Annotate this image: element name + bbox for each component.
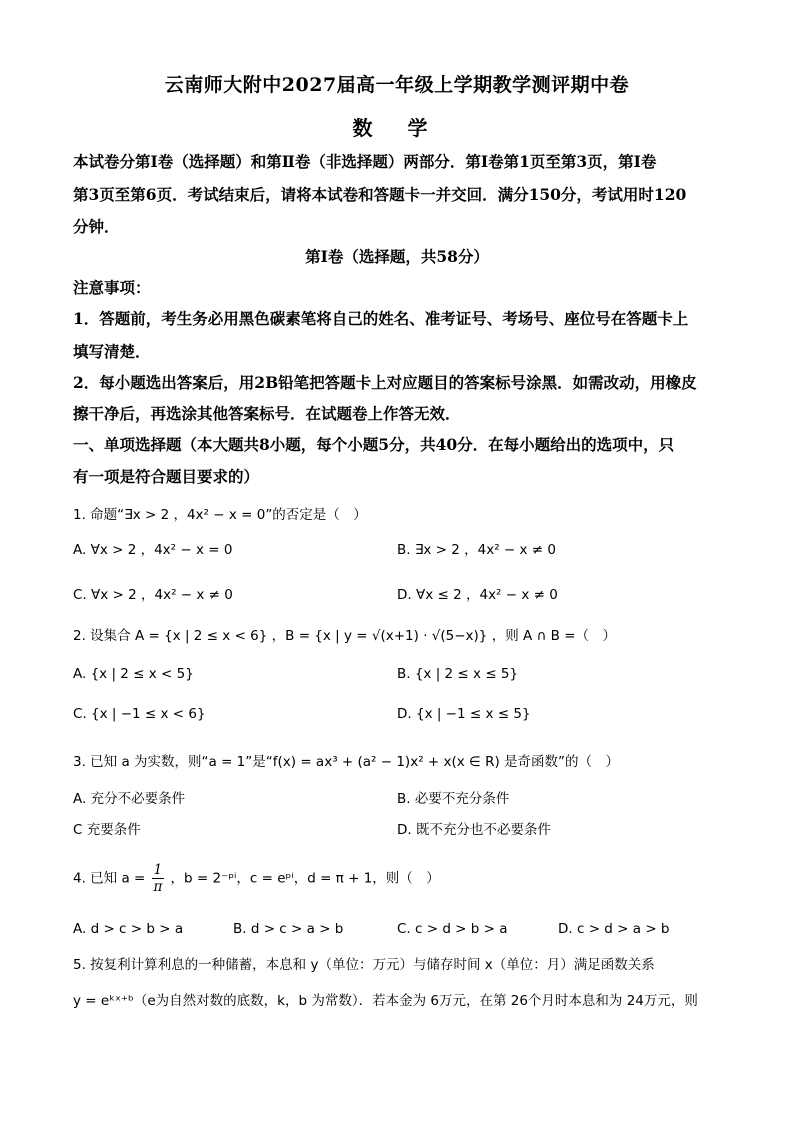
question-4-stem-suffix: ，b = 2⁻ᵖⁱ，c = eᵖⁱ，d = π + 1，则（ ） — [170, 870, 440, 887]
question-4-option-d: D. c > d > a > b — [558, 921, 670, 937]
part1-heading-line-1: 一、单项选择题（本大题共8小题，每个小题5分，共40分．在每小题给出的选项中，只 — [73, 435, 675, 454]
question-4-fraction — [152, 862, 165, 895]
question-2-option-d: D. {x | −1 ≤ x ≤ 5} — [397, 706, 531, 722]
notice-item-2-line-1: 2．每小题选出答案后，用2B铅笔把答题卡上对应题目的答案标号涂黑．如需改动，用橡皮 — [73, 373, 697, 392]
question-1-option-c: C. ∀x > 2 ，4x² − x ≠ 0 — [73, 587, 233, 603]
question-1-stem: 1. 命题“∃x > 2 ，4x² − x = 0”的否定是（ ） — [73, 507, 367, 523]
question-3-option-a: A. 充分不必要条件 — [73, 791, 186, 807]
subject-title: 数 学 — [352, 116, 442, 140]
question-3-option-c: C 充要条件 — [73, 822, 141, 838]
question-2-option-c: C. {x | −1 ≤ x < 6} — [73, 706, 206, 722]
question-2-option-b: B. {x | 2 ≤ x ≤ 5} — [397, 666, 519, 682]
intro-line-1: 本试卷分第Ⅰ卷（选择题）和第Ⅱ卷（非选择题）两部分．第Ⅰ卷第1页至第3页，第Ⅰ卷 — [73, 152, 657, 171]
question-2-option-a: A. {x | 2 ≤ x < 5} — [73, 666, 194, 682]
notice-item-1-line-1: 1．答题前，考生务必用黑色碳素笔将自己的姓名、准考证号、考场号、座位号在答题卡上 — [73, 309, 689, 328]
question-4-fraction-numerator: 1 — [153, 862, 163, 878]
notice-heading: 注意事项： — [73, 278, 151, 297]
question-3-option-b: B. 必要不充分条件 — [397, 791, 510, 807]
question-2-stem: 2. 设集合 A = {x | 2 ≤ x < 6} ，B = {x | y = √(x+1) · √(5−x)} ，则 A ∩ B =（ ） — [73, 628, 617, 644]
question-4-option-a: A. d > c > b > a — [73, 921, 184, 937]
exam-title: 云南师大附中2027届高一年级上学期教学测评期中卷 — [164, 74, 630, 96]
question-1-option-d: D. ∀x ≤ 2 ，4x² − x ≠ 0 — [397, 587, 558, 603]
question-1-option-b: B. ∃x > 2 ，4x² − x ≠ 0 — [397, 542, 556, 558]
notice-item-1-line-2: 填写清楚． — [73, 342, 151, 361]
question-5-line-1: 5. 按复利计算利息的一种储蓄，本息和 y（单位：万元）与储存时间 x（单位：月）满足函数关系 — [73, 957, 655, 973]
intro-line-3: 分钟． — [73, 217, 120, 236]
question-5-line-2: y = eᵏˣ⁺ᵇ（e为自然对数的底数，k，b 为常数）．若本金为 6万元，在第 26个月时本息和为 24万元，则 — [73, 993, 698, 1009]
question-1-option-a: A. ∀x > 2 ，4x² − x = 0 — [73, 542, 233, 558]
question-3-stem: 3. 已知 a 为实数，则“a = 1”是“f(x) = ax³ + (a² − 1)x² + x(x ∈ R) 是奇函数”的（ ） — [73, 754, 620, 770]
question-4-stem-prefix: 4. 已知 a = — [73, 870, 146, 887]
notice-item-2-line-2: 擦干净后，再选涂其他答案标号．在试题卷上作答无效． — [73, 404, 461, 423]
question-4-option-c: C. c > d > b > a — [397, 921, 508, 937]
part1-heading-line-2: 有一项是符合题目要求的） — [73, 467, 260, 486]
question-4-option-b: B. d > c > a > b — [233, 921, 344, 937]
intro-line-2: 第3页至第6页．考试结束后，请将本试卷和答题卡一并交回．满分150分，考试用时120 — [73, 185, 687, 204]
question-3-option-d: D. 既不充分也不必要条件 — [397, 822, 551, 838]
question-4-stem — [73, 862, 440, 895]
question-4-fraction-denominator: π — [153, 879, 163, 895]
section-title: 第Ⅰ卷（选择题，共58分） — [305, 247, 489, 266]
